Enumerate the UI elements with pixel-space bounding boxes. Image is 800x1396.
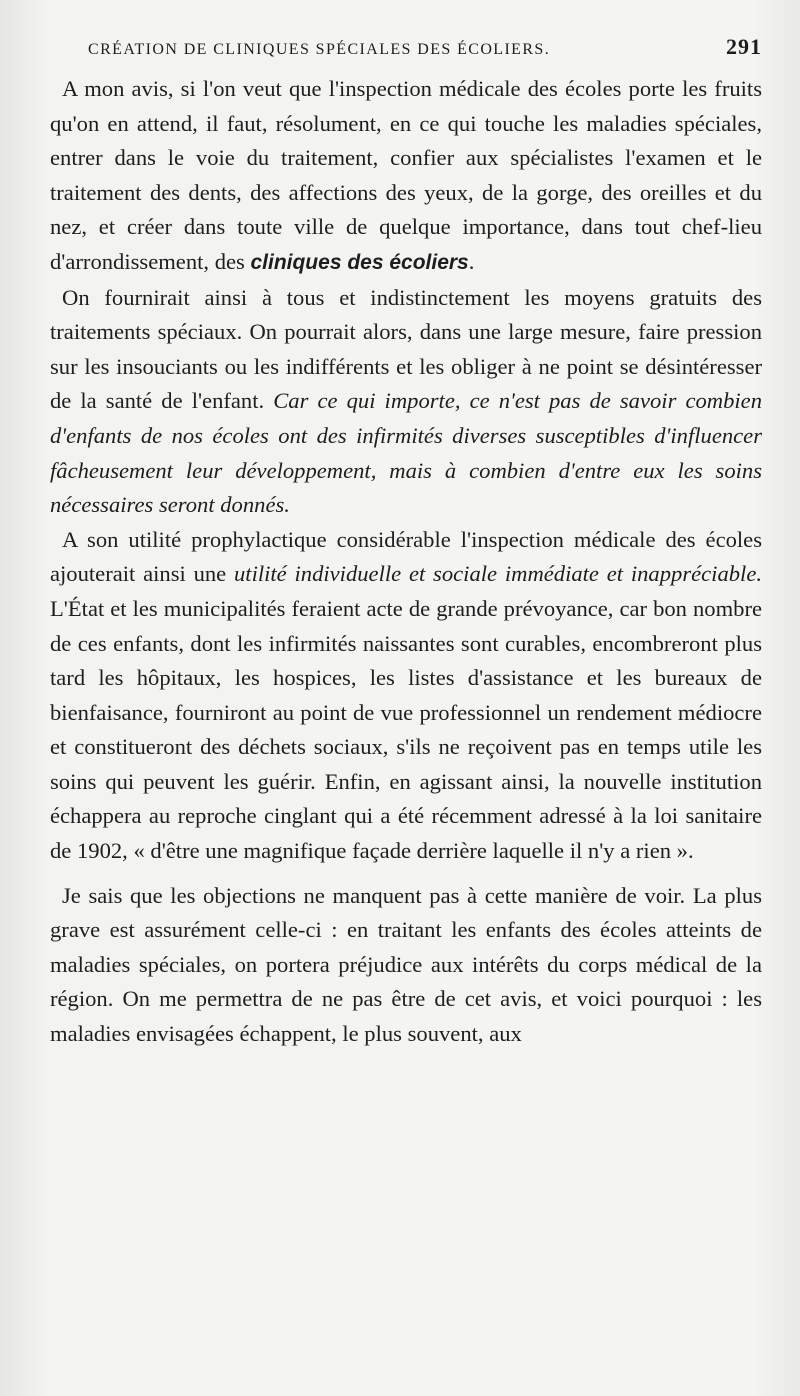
paragraph-4 xyxy=(50,879,762,1052)
paragraph-2-italic: Car ce qui importe, ce n'est pas de savoir combien d'enfants de nos écoles ont des infirmités diverses susceptibles d'influencer fâcheusement leur développement, mais à combien d'entre eux les soins nécessaires seront donnés. xyxy=(50,388,762,518)
paragraph-3-text-a: A son utilité prophylactique considérable l'inspection médicale des écoles ajouterait ainsi une xyxy=(50,526,762,587)
paragraph-3 xyxy=(50,523,762,869)
page-number: 291 xyxy=(726,34,762,59)
paragraph-2 xyxy=(50,281,762,523)
body-text xyxy=(50,72,762,1052)
running-head xyxy=(88,34,762,72)
paragraph-3-text-b: L'État et les municipalités feraient acte de grande prévoyance, car bon nombre de ces enfants, dont les infirmités naissantes sont curables, encombreront plus tard les hôpitaux, les hospices, les listes d'assistance et les bureaux de bienfaisance, fourniront au point de vue professionnel un rendement médiocre et constitueront des déchets sociaux, s'ils ne reçoivent pas en temps utile les soins qui peuvent les guérir. Enfin, en agissant ainsi, la nouvelle institution échappera au reproche cinglant qui a été récemment adressé à la loi sanitaire de 1902, « d'être une magnifique façade derrière laquelle il n'y a rien ». xyxy=(50,595,762,864)
paragraph-1 xyxy=(50,72,762,281)
paragraph-1-text: A mon avis, si l'on veut que l'inspection médicale des écoles porte les fruits qu'on en attend, il faut, résolument, en ce qui touche les maladies spéciales, entrer dans le voie du traitement, confier aux spécialistes l'examen et le traitement des dents, des affections des yeux, de la gorge, des oreilles et du nez, et créer dans toute ville de quelque importance, dans tout chef-lieu d'arrondissement, des xyxy=(50,76,762,274)
paragraph-1-end: . xyxy=(468,248,475,274)
paragraph-3-italic: utilité individuelle et sociale immédiate et inappréciable. xyxy=(234,561,762,587)
paragraph-1-emphasis: cliniques des écoliers xyxy=(250,250,469,274)
paragraph-2-text: On fournirait ainsi à tous et indistinctement les moyens gratuits des traitements spéciaux. On pourrait alors, dans une large mesure, faire pression sur les insouciants ou les indifférents et les obliger à ne point se désintéresser de la santé de l'enfant. xyxy=(50,284,762,414)
paragraph-4-text: Je sais que les objections ne manquent pas à cette manière de voir. La plus grave est assurément celle-ci : en traitant les enfants des écoles atteints de maladies spéciales, on portera préjudice aux intérêts du corps médical de la région. On me permettra de ne pas être de cet avis, et voici pourquoi : les maladies envisagées échappent, le plus souvent, aux xyxy=(50,882,762,1047)
running-head-title: CRÉATION DE CLINIQUES SPÉCIALES DES ÉCOLIERS. xyxy=(88,41,551,58)
